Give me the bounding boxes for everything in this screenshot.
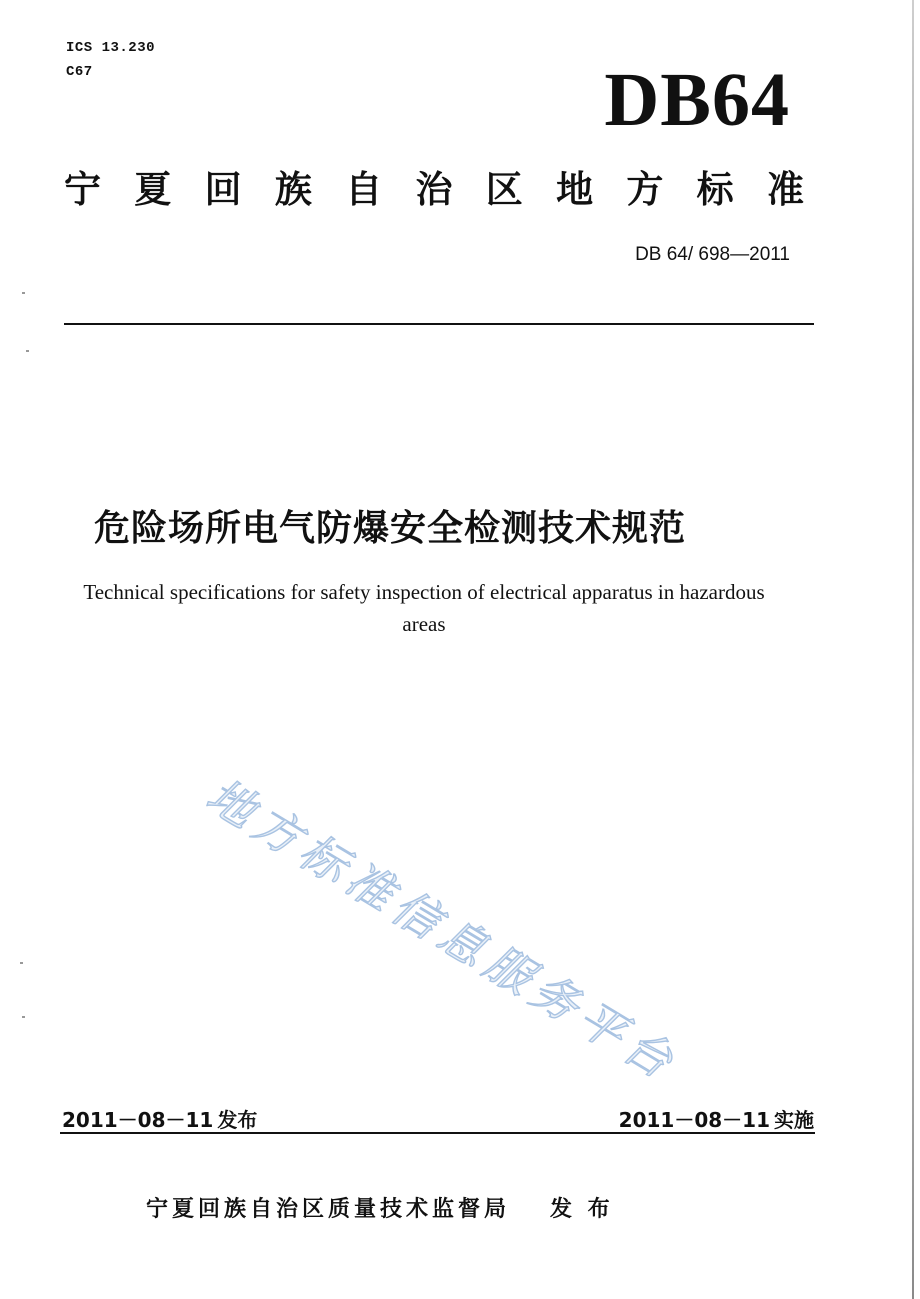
authority-title-char: 夏: [134, 168, 172, 211]
authority-title-char: 地: [556, 168, 594, 211]
authority-title-char: 族: [274, 168, 312, 211]
scan-speck: [22, 292, 25, 294]
issue-date: 2011－08－11: [62, 1108, 214, 1132]
title-english: Technical specifications for safety inspection of electrical apparatus in hazardous areas: [83, 580, 765, 636]
authority-title-char: 治: [415, 168, 453, 211]
authority-title-char: 宁: [64, 168, 101, 211]
authority-title-char: 自: [345, 168, 383, 211]
authority-title: [64, 168, 804, 212]
scan-speck: [20, 962, 23, 964]
watermark: 地方标准信息服务平台: [197, 767, 689, 1093]
ics-code: ICS 13.230: [66, 40, 156, 56]
authority-title-char: 标: [696, 168, 734, 211]
scan-speck: [26, 350, 29, 352]
header-divider: [64, 323, 814, 325]
standard-logo: DB64: [604, 58, 790, 142]
scan-edge: [912, 0, 914, 1299]
issuer-action: 发 布: [550, 1197, 614, 1222]
classification-code: C67: [66, 64, 93, 80]
issue-label: 发布: [217, 1108, 258, 1132]
issuer-block: [146, 1192, 614, 1223]
implementation-date: 2011－08－11: [618, 1108, 770, 1132]
implementation-label: 实施: [774, 1108, 814, 1132]
authority-title-char: 方: [626, 168, 664, 211]
authority-title-char: 回: [204, 168, 242, 211]
authority-title-char: 区: [485, 168, 523, 211]
date-divider: [60, 1132, 815, 1134]
standard-number: DB 64/ 698—2011: [635, 244, 790, 265]
title-chinese: 危险场所电气防爆安全检测技术规范: [94, 508, 687, 549]
authority-title-char: 准: [766, 168, 804, 211]
implementation-date-block: [619, 1104, 814, 1133]
issuer-name: 宁夏回族自治区质量技术监督局: [146, 1197, 511, 1222]
issue-date-block: [62, 1104, 257, 1133]
scan-speck: [22, 1016, 25, 1018]
